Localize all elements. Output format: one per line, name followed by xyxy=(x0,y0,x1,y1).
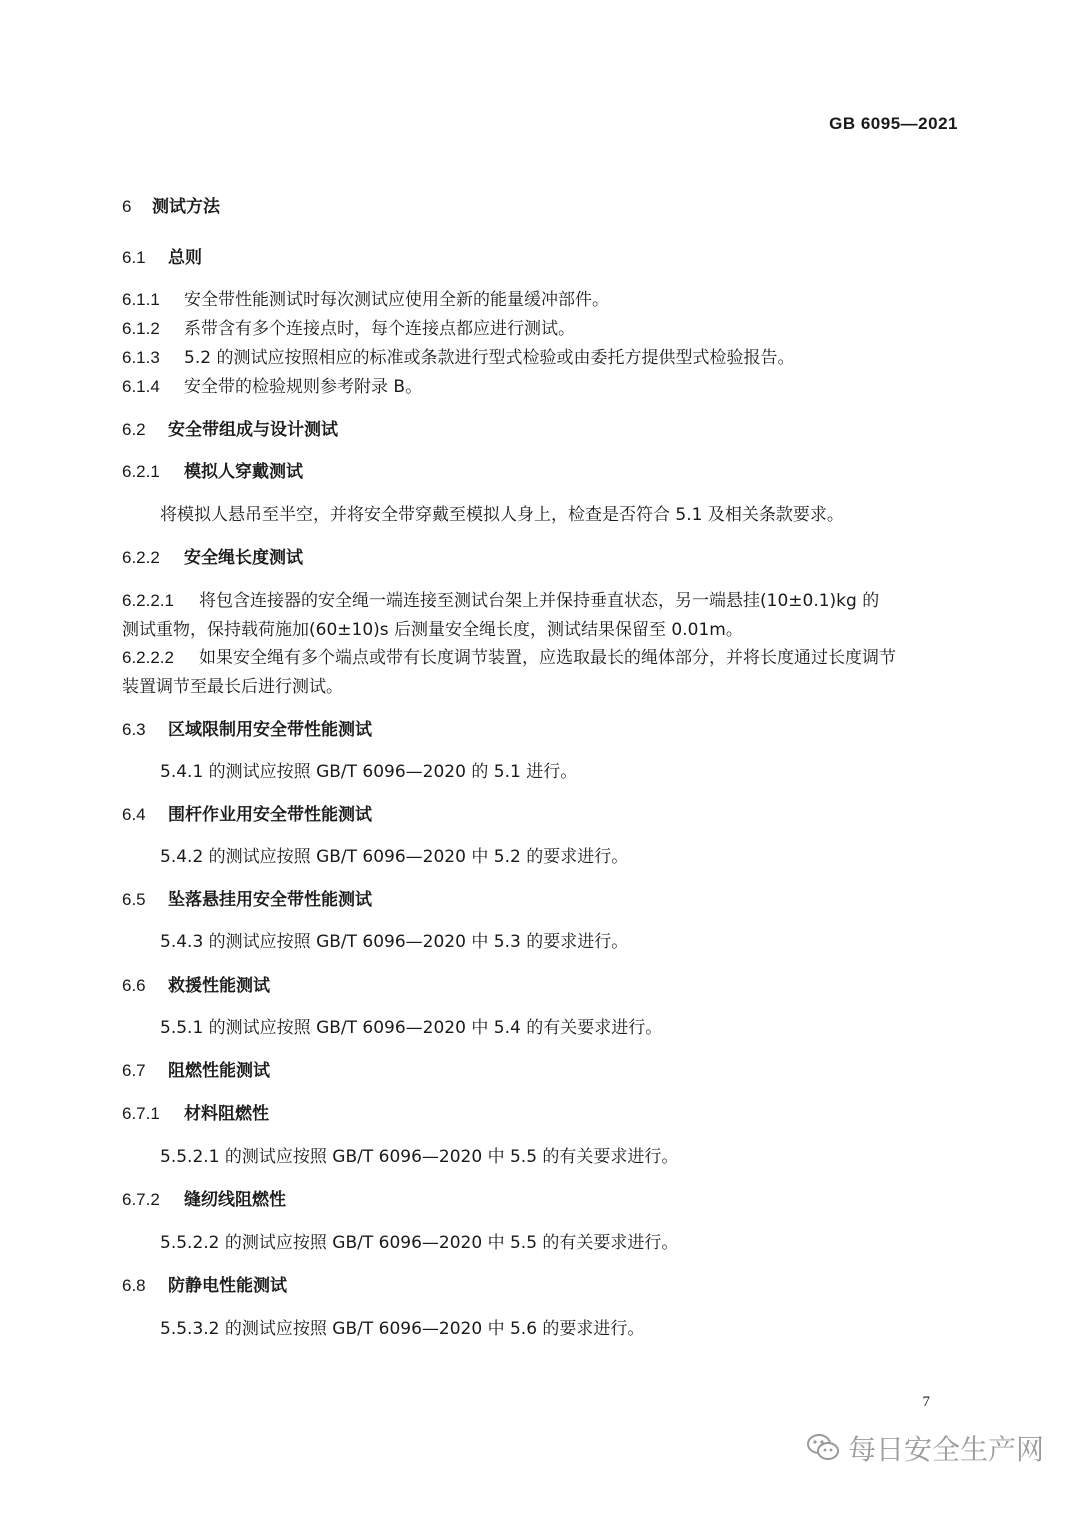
clause-text: 5.2 的测试应按照相应的标准或条款进行型式检验或由委托方提供型式检验报告。 xyxy=(184,348,795,368)
clause-text: 坠落悬挂用安全带性能测试 xyxy=(168,890,372,910)
clause-number: 6.2.2.1 xyxy=(122,591,174,610)
clause-text: 总则 xyxy=(168,248,202,268)
watermark xyxy=(806,1428,1044,1468)
section-heading xyxy=(122,889,372,911)
clause-number: 6.4 xyxy=(122,805,146,824)
paragraph xyxy=(160,1017,662,1039)
page-number: 7 xyxy=(922,1394,930,1410)
clause-text: 救援性能测试 xyxy=(168,976,270,996)
section-heading xyxy=(122,196,220,218)
clause-number: 6.5 xyxy=(122,890,146,909)
clause-text: 安全带的检验规则参考附录 B。 xyxy=(184,377,423,397)
clause-number: 6.7.2 xyxy=(122,1190,160,1209)
section-heading xyxy=(122,975,270,997)
section-heading xyxy=(122,547,303,569)
clause-text: 5.5.2.2 的测试应按照 GB/T 6096—2020 中 5.5 的有关要求进行。 xyxy=(160,1233,679,1253)
clause-text: 安全带组成与设计测试 xyxy=(168,420,338,440)
section-heading xyxy=(122,419,338,441)
clause-line xyxy=(122,318,575,340)
clause-text: 将模拟人悬吊至半空，并将安全带穿戴至模拟人身上，检查是否符合 5.1 及相关条款要求。 xyxy=(160,505,844,525)
clause-text: 缝纫线阻燃性 xyxy=(184,1190,286,1210)
clause-text: 将包含连接器的安全绳一端连接至测试台架上并保持垂直状态，另一端悬挂(10±0.1)kg 的 xyxy=(199,591,880,611)
wechat-icon xyxy=(806,1433,840,1463)
clause-text: 安全带性能测试时每次测试应使用全新的能量缓冲部件。 xyxy=(184,290,609,310)
section-heading xyxy=(122,1103,269,1125)
clause-text: 围杆作业用安全带性能测试 xyxy=(168,805,372,825)
clause-text: 区域限制用安全带性能测试 xyxy=(168,720,372,740)
clause-text: 系带含有多个连接点时，每个连接点都应进行测试。 xyxy=(184,319,575,339)
clause-text: 材料阻燃性 xyxy=(184,1104,269,1124)
paragraph xyxy=(160,1318,644,1340)
clause-number: 6.7.1 xyxy=(122,1104,160,1123)
paragraph xyxy=(160,1146,678,1168)
section-heading xyxy=(122,1189,286,1211)
clause-text: 测试方法 xyxy=(152,197,220,217)
standard-code: GB 6095—2021 xyxy=(829,114,958,133)
paragraph xyxy=(160,504,844,526)
clause-line xyxy=(122,619,743,641)
section-heading xyxy=(122,719,372,741)
clause-line xyxy=(122,347,794,369)
clause-text: 5.4.1 的测试应按照 GB/T 6096—2020 的 5.1 进行。 xyxy=(160,762,578,782)
clause-number: 6.2.1 xyxy=(122,462,160,481)
clause-number: 6.1.4 xyxy=(122,377,160,396)
clause-line xyxy=(122,676,343,698)
clause-line xyxy=(122,647,896,669)
clause-number: 6.8 xyxy=(122,1276,146,1295)
clause-text: 5.4.2 的测试应按照 GB/T 6096—2020 中 5.2 的要求进行。 xyxy=(160,847,629,867)
clause-number: 6.1.2 xyxy=(122,319,160,338)
clause-number: 6.2.2 xyxy=(122,548,160,567)
section-heading xyxy=(122,247,202,269)
clause-text: 模拟人穿戴测试 xyxy=(184,462,303,482)
paragraph xyxy=(160,761,577,783)
clause-text: 5.5.1 的测试应按照 GB/T 6096—2020 中 5.4 的有关要求进行。 xyxy=(160,1018,663,1038)
clause-text: 测试重物，保持载荷施加(60±10)s 后测量安全绳长度，测试结果保留至 0.01m。 xyxy=(122,620,743,640)
clause-line xyxy=(122,590,879,612)
clause-text: 防静电性能测试 xyxy=(168,1276,287,1296)
clause-number: 6.1.1 xyxy=(122,290,160,309)
clause-text: 阻燃性能测试 xyxy=(168,1061,270,1081)
clause-text: 安全绳长度测试 xyxy=(184,548,303,568)
section-heading xyxy=(122,804,372,826)
clause-line xyxy=(122,289,609,311)
clause-number: 6.3 xyxy=(122,720,146,739)
paragraph xyxy=(160,1232,678,1254)
clause-text: 装置调节至最长后进行测试。 xyxy=(122,677,343,697)
clause-number: 6.7 xyxy=(122,1061,146,1080)
section-heading xyxy=(122,461,303,483)
clause-text: 5.5.2.1 的测试应按照 GB/T 6096—2020 中 5.5 的有关要求进行。 xyxy=(160,1147,679,1167)
clause-number: 6.1.3 xyxy=(122,348,160,367)
paragraph xyxy=(160,931,628,953)
clause-line xyxy=(122,376,422,398)
clause-text: 5.5.3.2 的测试应按照 GB/T 6096—2020 中 5.6 的要求进行。 xyxy=(160,1319,645,1339)
clause-number: 6.2.2.2 xyxy=(122,648,174,667)
clause-number: 6.1 xyxy=(122,248,146,267)
section-heading xyxy=(122,1275,287,1297)
clause-text: 如果安全绳有多个端点或带有长度调节装置，应选取最长的绳体部分，并将长度通过长度调节 xyxy=(199,648,896,668)
paragraph xyxy=(160,846,628,868)
clause-number: 6 xyxy=(122,197,132,216)
clause-number: 6.2 xyxy=(122,420,146,439)
watermark-text: 每日安全生产网 xyxy=(847,1433,1044,1466)
clause-text: 5.4.3 的测试应按照 GB/T 6096—2020 中 5.3 的要求进行。 xyxy=(160,932,629,952)
clause-number: 6.6 xyxy=(122,976,146,995)
section-heading xyxy=(122,1060,270,1082)
